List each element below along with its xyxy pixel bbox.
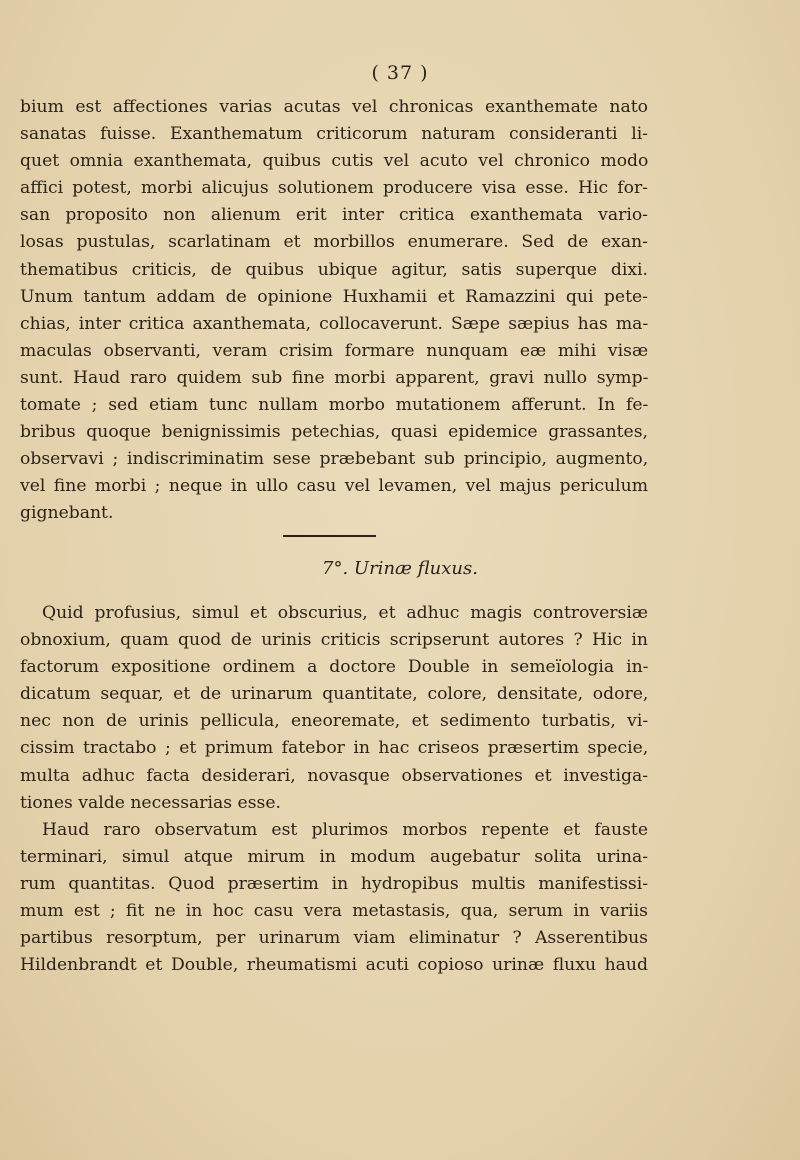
text-line: sunt. Haud raro quidem sub fine morbi apparent, gravi nullo symp- xyxy=(20,367,649,388)
section-divider xyxy=(283,535,376,537)
text-line: partibus resorptum, per urinarum viam eliminatur ? Asserentibus xyxy=(20,928,649,949)
paragraph-1 xyxy=(20,94,648,528)
text-line: bium est affectiones varias acutas vel chronicas exanthemate nato xyxy=(20,97,648,117)
text-line: cissim tractabo ; et primum fatebor in hac criseos præsertim specie, xyxy=(20,738,649,759)
text-line: affici potest, morbi alicujus solutionem producere visa esse. Hic for- xyxy=(20,178,648,199)
text-line: obnoxium, quam quod de urinis criticis scripserunt autores ? Hic in xyxy=(20,630,648,651)
text-line: quet omnia exanthemata, quibus cutis vel acuto vel chronico modo xyxy=(20,151,649,172)
text-line: chias, inter critica axanthemata, collocaverunt. Sæpe sæpius has ma- xyxy=(20,313,649,334)
text-line: Haud raro observatum est plurimos morbos repente et fauste xyxy=(42,820,648,840)
text-line: rum quantitas. Quod præsertim in hydropibus multis manifestissi- xyxy=(20,874,649,895)
text-line: Quid profusius, simul et obscurius, et adhuc magis controversiæ xyxy=(42,603,648,623)
text-line: Hildenbrandt et Double, rheumatismi acuti copioso urinæ fluxu haud xyxy=(20,955,648,976)
text-line: tomate ; sed etiam tunc nullam morbo mutationem afferunt. In fe- xyxy=(20,395,649,416)
paragraph-3 xyxy=(20,817,648,980)
section-heading: 7°. Urinæ fluxus. xyxy=(322,558,478,579)
text-line: thematibus criticis, de quibus ubique agitur, satis superque dixi. xyxy=(20,259,648,280)
text-line: factorum expositione ordinem a doctore Double in semeïologia in- xyxy=(20,657,649,678)
text-line: mum est ; fit ne in hoc casu vera metastasis, qua, serum in variis xyxy=(20,901,648,922)
page-number: ( 37 ) xyxy=(371,62,429,84)
text-line: terminari, simul atque mirum in modum augebatur solita urina- xyxy=(20,847,648,868)
text-line: bribus quoque benignissimis petechias, quasi epidemice grassantes, xyxy=(20,422,648,443)
text-line: observavi ; indiscriminatim sese præbebant sub principio, augmento, xyxy=(20,449,649,470)
text-line: vel fine morbi ; neque in ullo casu vel levamen, vel majus periculum xyxy=(20,476,648,497)
text-line: tiones valde necessarias esse. xyxy=(20,792,281,813)
text-line: dicatum sequar, et de urinarum quantitate, colore, densitate, odore, xyxy=(20,684,649,705)
text-line: maculas observanti, veram crisim formare nunquam eæ mihi visæ xyxy=(20,340,649,361)
text-line: sanatas fuisse. Exanthematum criticorum naturam consideranti li- xyxy=(20,124,648,145)
text-line: gignebant. xyxy=(20,503,114,524)
text-line: nec non de urinis pellicula, eneoremate, et sedimento turbatis, vi- xyxy=(20,711,649,732)
text-line: losas pustulas, scarlatinam et morbillos enumerare. Sed de exan- xyxy=(20,232,648,253)
paragraph-2 xyxy=(20,600,648,817)
text-line: Unum tantum addam de opinione Huxhamii et Ramazzini qui pete- xyxy=(20,286,648,307)
text-line: san proposito non alienum erit inter critica exanthemata vario- xyxy=(20,205,648,226)
text-line: multa adhuc facta desiderari, novasque observationes et investiga- xyxy=(20,765,648,786)
